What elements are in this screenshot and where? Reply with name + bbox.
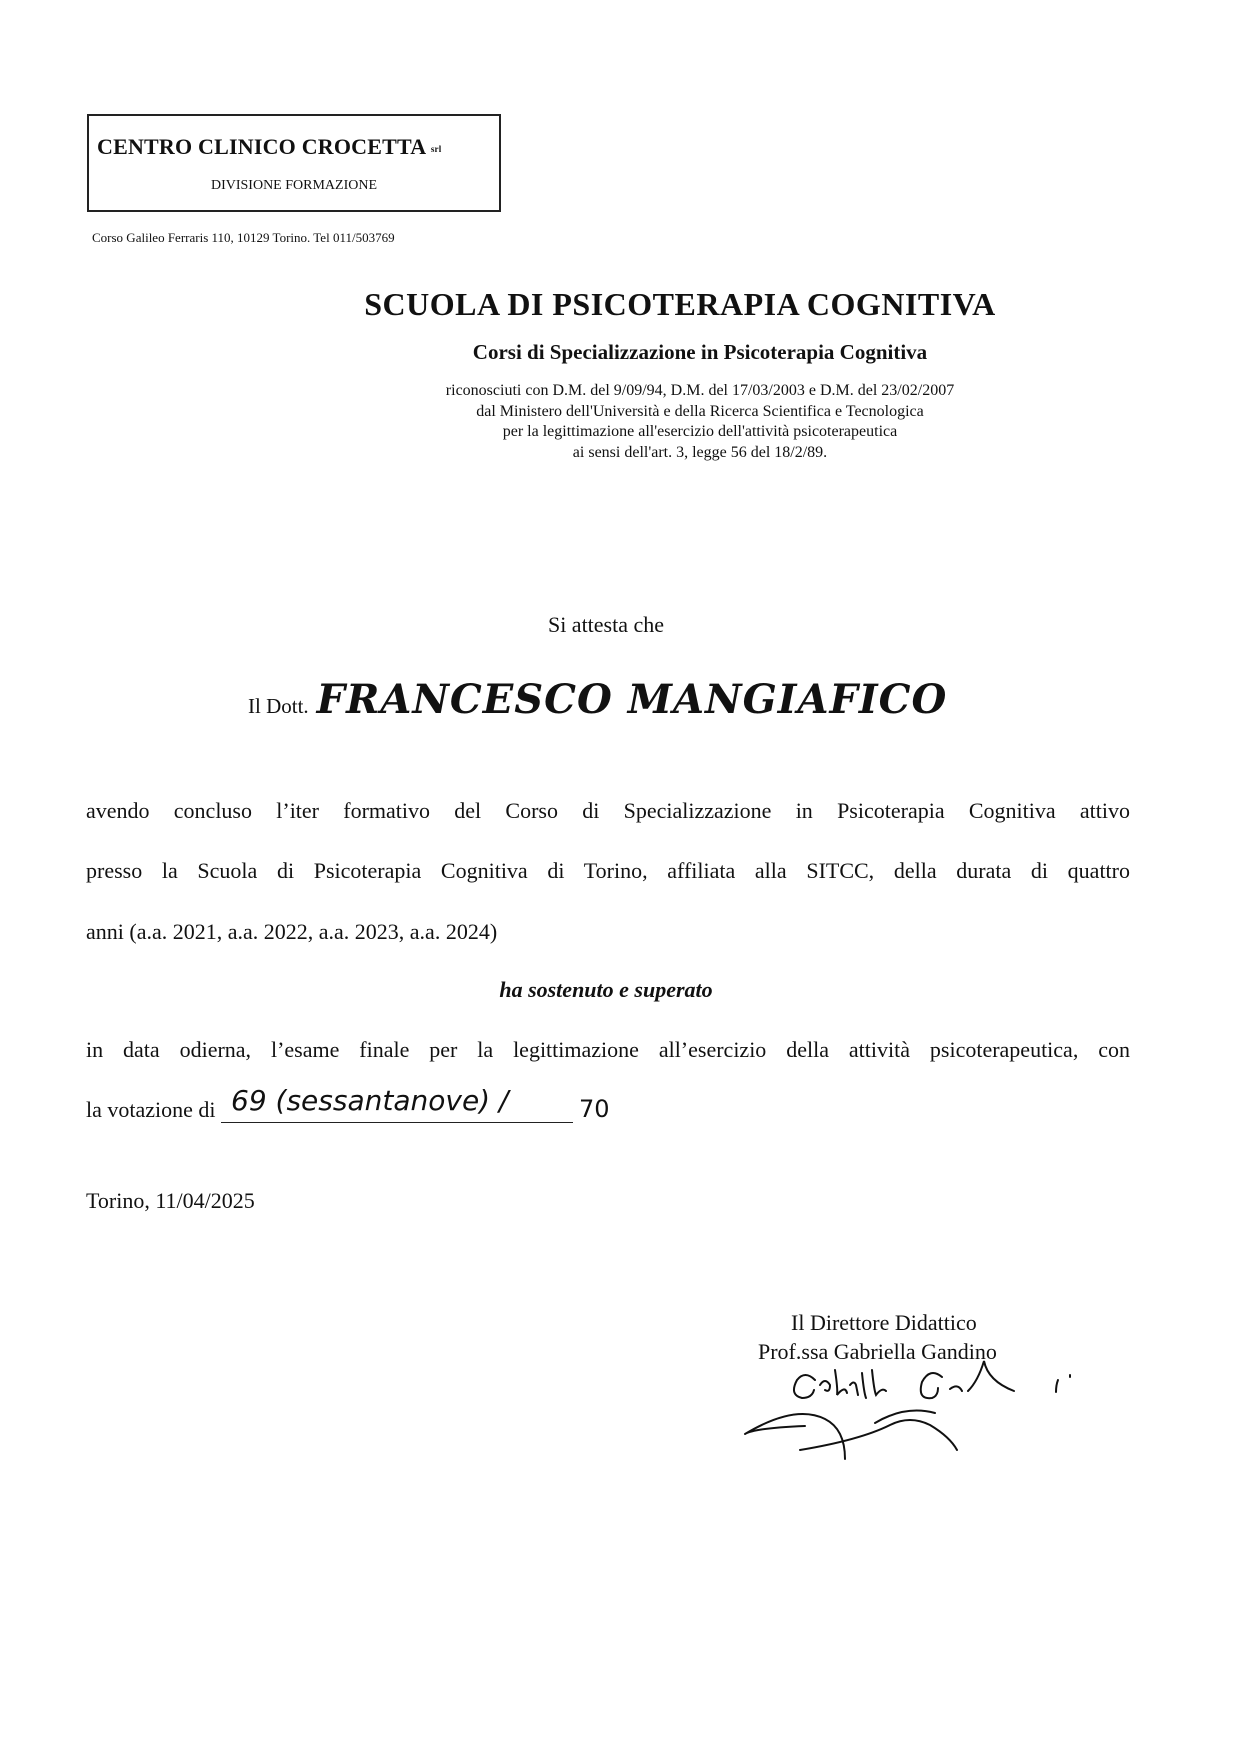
place-date: Torino, 11/04/2025	[86, 1188, 255, 1213]
school-title: SCUOLA DI PSICOTERAPIA COGNITIVA	[364, 286, 996, 322]
vote-field	[221, 1084, 573, 1123]
vote-label: la votazione di	[86, 1097, 216, 1122]
school-subtitle: Corsi di Specializzazione in Psicoterapia Cognitiva	[472, 340, 928, 364]
signatory-role: Il Direttore Didattico	[791, 1310, 977, 1335]
recognition-line: riconosciuti con D.M. del 9/09/94, D.M. del 17/03/2003 e D.M. del 23/02/2007	[445, 382, 955, 399]
body-line: anni (a.a. 2021, a.a. 2022, a.a. 2023, a.a. 2024)	[86, 919, 498, 944]
address: Corso Galileo Ferraris 110, 10129 Torino. Tel 011/503769	[92, 230, 395, 245]
recognition-line: dal Ministero dell'Università e della Ricerca Scientifica e Tecnologica	[476, 402, 924, 420]
vote-line	[86, 1084, 610, 1123]
signatory-name: Prof.ssa Gabriella Gandino	[758, 1339, 997, 1364]
recipient	[248, 676, 947, 723]
recipient-name: FRANCESCO MANGIAFICO	[316, 676, 948, 723]
body-line: avendo concluso l’iter formativo del Corso di Specializzazione in Psicoterapia Cognitiva attivo	[86, 798, 1130, 823]
division: DIVISIONE FORMAZIONE	[210, 178, 378, 193]
letterhead-box	[87, 114, 501, 212]
recognition-block	[200, 381, 1200, 463]
body-line: presso la Scuola di Psicoterapia Cognitiva di Torino, affiliata alla SITCC, della durata di quattro	[86, 858, 1130, 883]
attesta-text: Si attesta che	[547, 612, 665, 637]
org-suffix: srl	[430, 143, 442, 154]
vote-handwritten: 69 (sessantanove) /	[231, 1084, 509, 1117]
honorific: Il Dott.	[248, 694, 309, 718]
recognition-line: ai sensi dell'art. 3, legge 56 del 18/2/89.	[572, 443, 828, 461]
org-name	[97, 134, 441, 160]
signature-image	[650, 1355, 1130, 1465]
emphasis-text: ha sostenuto e superato	[499, 977, 713, 1002]
recognition-line: per la legittimazione all'esercizio dell'attività psicoterapeutica	[502, 423, 898, 440]
exam-line: in data odierna, l’esame finale per la legittimazione all’esercizio della attività psicoterapeutica, con	[86, 1037, 1130, 1062]
vote-max: 70	[579, 1095, 610, 1123]
org-name-text: CENTRO CLINICO CROCETTA	[97, 134, 426, 159]
